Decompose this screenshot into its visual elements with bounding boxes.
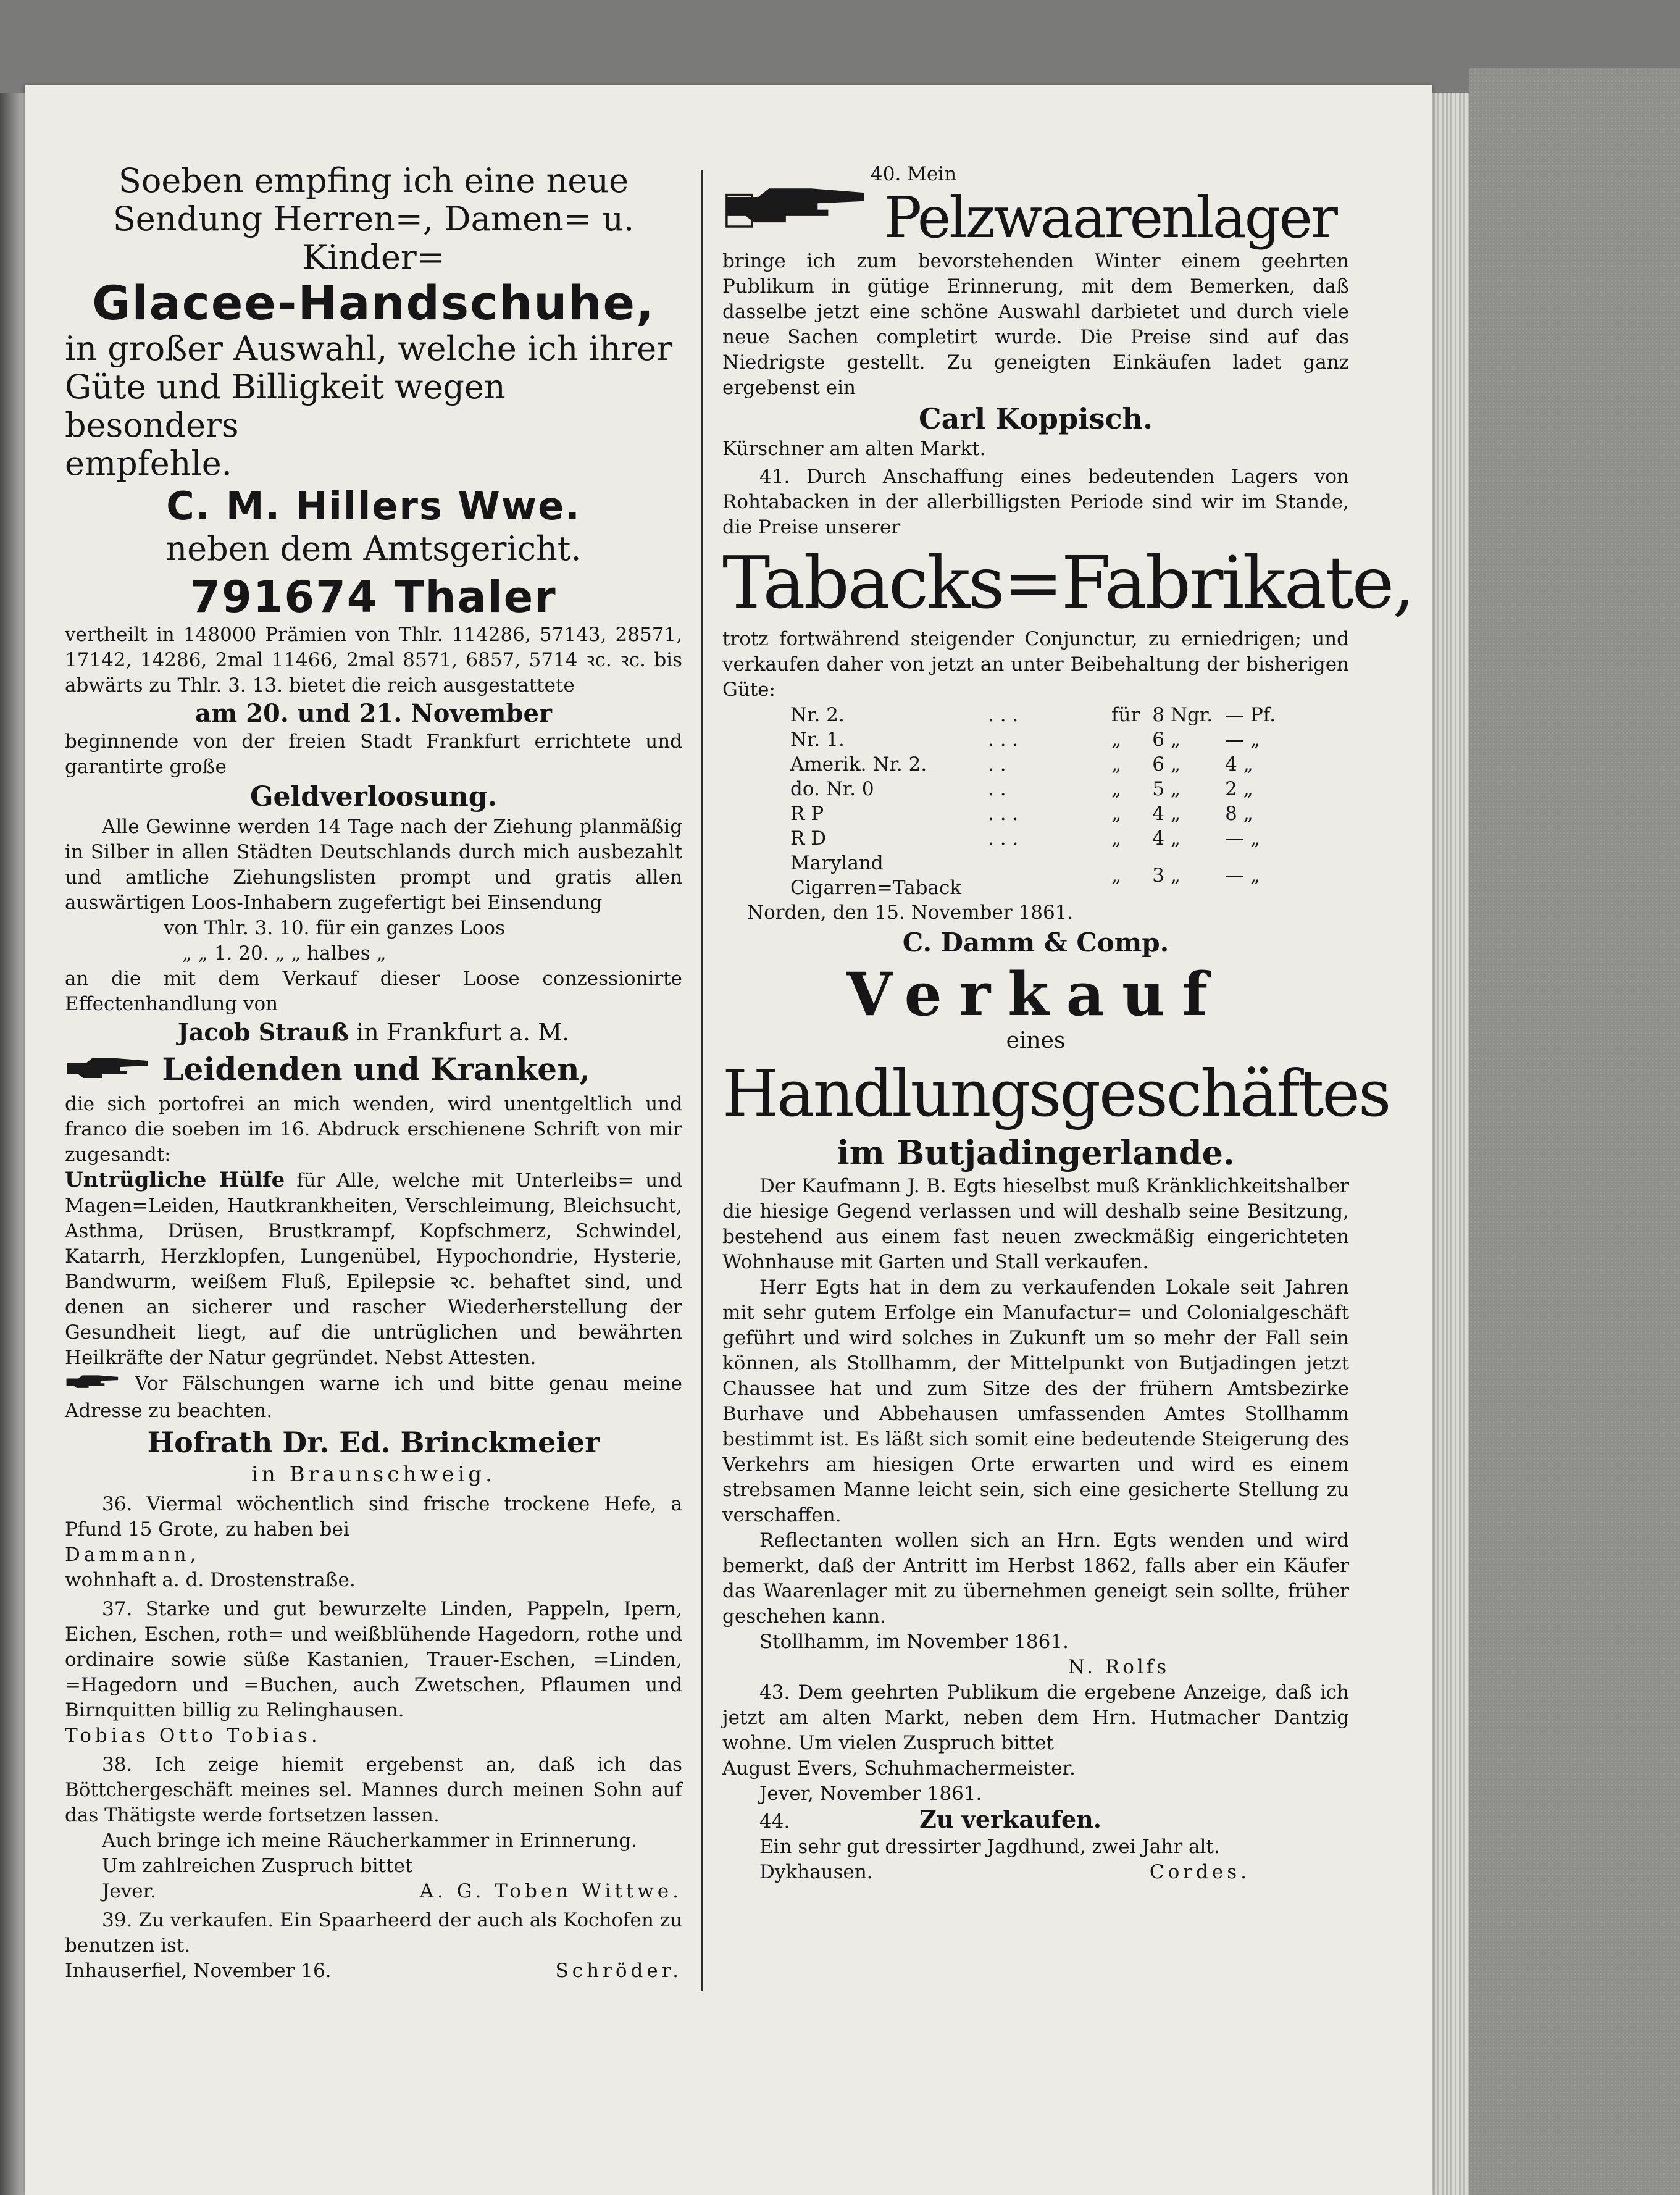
ad1-address: neben dem Amtsgericht. — [165, 529, 582, 568]
price-cell-dots: . . — [988, 753, 1006, 776]
ad41-date: Norden, den 15. November 1861. — [747, 901, 1074, 924]
ad2-sub: Geldverloosung. — [249, 781, 498, 813]
ad44-place: Dykhausen. — [759, 1861, 873, 1883]
ad38-place: Jever. — [102, 1880, 156, 1902]
price-cell-dots: . . . — [988, 729, 1019, 751]
ad42-p1: Der Kaufmann J. B. Egts hieselbst muß Kränklichkeitshalber die hiesige Gegend verlassen und will deshalb seine Besitzung, bestehend aus einem fast neuen zweckmäßig eingerichteten Wohnhause mit Garten und Stall verkaufen. — [722, 1175, 1349, 1273]
ad-36 — [65, 1492, 682, 1593]
ad43-place: Jever, November 1861. — [759, 1783, 982, 1805]
ad3-warn: Vor Fälschungen warne ich und bitte genau meine Adresse zu beachten. — [65, 1373, 682, 1422]
ad-glove — [65, 162, 682, 568]
ad2-dates: am 20. und 21. November — [194, 699, 552, 728]
price-cell-item: R P — [790, 803, 824, 825]
ad3-body2: für Alle, welche mit Unterleibs= und Magen=Leiden, Hautkrankheiten, Verschleimung, Bleichsucht, Asthma, Drüsen, Brustkrampf, Kopfschmerz, Schwindel, Katarrh, Herzklopfen, Lungenübel, Hypochondrie, Hysterie, Bandwurm, weißem Fluß, Epilepsie ꝛc. behaftet sind, und denen an sicherer und rascher Wiederherstellung der Gesundheit liegt, auf die untrüglichen und bewährten Heilkräfte der Natur gegründet. Nebst Attesten. — [65, 1169, 682, 1369]
ad38-text1: 38. Ich zeige hiemit ergebenst an, daß ich das Böttchergeschäft meines sel. Mannes durch meinen Sohn auf das Thätigste werde fortsetzen lassen. — [65, 1754, 682, 1826]
ad1-body2: Güte und Billigkeit wegen besonders — [65, 367, 506, 445]
ad-38 — [65, 1752, 682, 1904]
price-cell-pre: „ — [1111, 864, 1122, 887]
ad41-body: trotz fortwährend steigender Conjunctur, zu erniedrigen; und verkaufen daher von jetzt an unter Beibehaltung der bisherigen Güte: — [722, 628, 1349, 701]
ad-37 — [65, 1597, 682, 1749]
ad-lottery — [65, 572, 682, 1048]
price-row — [784, 752, 1282, 777]
ad42-place: Stollhamm, im November 1861. — [759, 1631, 1069, 1653]
ad1-line2: Sendung Herren=, Damen= u. Kinder= — [112, 199, 635, 277]
ad2-body2: beginnende von der freien Stadt Frankfurt errichtete und garantirte große — [65, 730, 682, 778]
ad36-addr: wohnhaft a. d. Drostenstraße. — [65, 1569, 356, 1591]
ad36-text: 36. Viermal wöchentlich sind frische trockene Hefe, a Pfund 15 Grote, zu haben bei — [65, 1493, 682, 1541]
price-cell-pre: für — [1111, 704, 1140, 726]
price-row — [784, 851, 1282, 900]
price-cell-pre: „ — [1111, 729, 1122, 751]
price-row — [784, 826, 1282, 851]
ad42-name: N. Rolfs — [1068, 1656, 1170, 1678]
ad-39 — [65, 1908, 682, 1984]
pointing-hand-large-icon — [722, 170, 871, 241]
ad43-name: August Evers, Schuhmachermeister. — [722, 1757, 1076, 1779]
page-edges — [1426, 93, 1469, 2195]
price-cell-dots — [982, 851, 1105, 900]
ad2-body4: an die mit dem Verkauf dieser Loose conzessionirte Effectenhandlung von — [65, 968, 682, 1015]
price-row — [784, 727, 1282, 752]
price-cell-pre: „ — [1111, 827, 1122, 850]
ad43-text: 43. Dem geehrten Publikum die ergebene Anzeige, daß ich jetzt am alten Markt, neben dem Hrn. Hutmacher Dantzig wohne. Um vielen Zuspruch bittet — [722, 1681, 1349, 1754]
ad40-name: Carl Koppisch. — [919, 402, 1153, 435]
ad40-trade: Kürschner am alten Markt. — [722, 438, 986, 460]
price-cell-item: Nr. 1. — [790, 729, 845, 751]
ad2-price2: „ „ 1. 20. „ „ halbes „ — [182, 942, 387, 964]
ad38-text2: Auch bringe ich meine Räucherkammer in Erinnerung. — [102, 1829, 637, 1852]
left-column — [65, 162, 682, 1984]
ad42-p2: Herr Egts hat in dem zu verkaufenden Lokale seit Jahren mit sehr gutem Erfolge ein Manufactur= und Colonialgeschäft geführt und wird solches in Zukunft um so mehr der Fall sein können, als Stollhamm, der Mittelpunkt von Butjadingen jetzt Chaussee hat und zum Sitze des der frühern Amtsbezirke Burhave und Abbehausen umfassenden Amtes Stollhamm bestimmt ist. Es läßt sich somit eine bedeutende Steigerung des Verkehrs am hiesigen Orte erwarten und wird es einem strebsamen Manne leicht sein, sich eine gesicherte Stellung zu verschaffen. — [722, 1276, 1349, 1526]
price-cell-item: Maryland Cigarren=Taback — [790, 852, 962, 899]
price-cell-a: 8 Ngr. — [1152, 704, 1213, 726]
ad3-body1: die sich portofrei an mich wenden, wird unentgeltlich und franco die soeben im 16. Abdruck erschienene Schrift von mir zugesandt: — [65, 1093, 682, 1166]
ad3-place: in Braunschweig. — [251, 1462, 496, 1487]
ad41-intro: 41. Durch Anschaffung eines bedeutenden Lagers von Rohtabacken in der allerbilligsten Periode sind wir im Stande, die Preise unserer — [722, 466, 1349, 538]
ad1-line1: Soeben empfing ich eine neue — [118, 161, 629, 200]
book-cover — [1469, 68, 1680, 2195]
price-cell-b: 4 „ — [1225, 753, 1253, 776]
ad2-price1: von Thlr. 3. 10. für ein ganzes Loos — [164, 917, 506, 939]
ad42-title3: Handlungsgeschäftes — [722, 1056, 1390, 1131]
ad2-body1: vertheilt in 148000 Prämien von Thlr. 114286, 57143, 28571, 17142, 14286, 2mal 11466, 2mal 8571, 6857, 5714 ꝛc. ꝛc. bis abwärts zu Thlr. 3. 13. bietet die reich ausgestattete — [65, 624, 682, 696]
price-cell-a: 4 „ — [1152, 803, 1181, 825]
price-cell-a: 5 „ — [1152, 778, 1181, 800]
price-cell-b: — „ — [1225, 864, 1261, 887]
price-row — [784, 801, 1282, 826]
price-cell-b: — „ — [1225, 729, 1261, 751]
ad44-name: Cordes. — [1149, 1861, 1250, 1883]
ad39-place: Inhauserfiel, November 16. — [65, 1960, 332, 1982]
right-column — [722, 162, 1414, 1885]
ad41-firm: C. Damm & Comp. — [902, 927, 1169, 958]
price-cell-pre: „ — [1111, 778, 1122, 800]
ad-43 — [722, 1680, 1349, 1807]
price-cell-item: Amerik. Nr. 2. — [790, 753, 927, 776]
ad42-p3: Reflectanten wollen sich an Hrn. Egts wenden und wird bemerkt, daß der Antritt im Herbst 1862, falls aber ein Käufer das Waarenlager mit zu übernehmen geneigt sein sollte, früher geschehen kann. — [722, 1529, 1349, 1628]
price-cell-a: 3 „ — [1152, 864, 1181, 887]
price-cell-dots: . . . — [988, 827, 1019, 850]
ad-44 — [722, 1807, 1349, 1885]
price-table — [784, 703, 1282, 900]
price-cell-pre: „ — [1111, 753, 1122, 776]
ad40-headline: Pelzwaarenlager — [884, 185, 1336, 251]
price-cell-pre: „ — [1111, 803, 1122, 825]
ad-42 — [722, 960, 1390, 1680]
ad1-firm: C. M. Hillers Wwe. — [166, 483, 581, 529]
pointing-hand-small-icon — [65, 1371, 120, 1399]
ad1-body1: in großer Auswahl, welche ich ihrer — [65, 329, 673, 368]
ad39-text: 39. Zu verkaufen. Ein Spaarheerd der auch als Kochofen zu benutzen ist. — [65, 1909, 682, 1957]
pointing-hand-icon — [65, 1052, 151, 1092]
ad3-headline: Leidenden und Kranken, — [162, 1051, 590, 1087]
ad44-headline: Zu verkaufen. — [919, 1805, 1102, 1833]
ad2-body3: Alle Gewinne werden 14 Tage nach der Ziehung planmäßig in Silber in allen Städten Deutschlands durch mich ausbezahlt und amtliche Ziehungslisten prompt und gratis allen auswärtigen Loos-Inhabern zugefertigt bei Einsendung — [65, 816, 682, 914]
column-rule — [701, 170, 703, 1991]
price-cell-b: — Pf. — [1225, 704, 1276, 726]
price-cell-b: — „ — [1225, 827, 1261, 850]
ad41-headline: Tabacks=Fabrikate, — [722, 541, 1414, 625]
ad42-title2: eines — [1006, 1028, 1066, 1053]
ad44-text: Ein sehr gut dressirter Jagdhund, zwei Jahr alt. — [759, 1836, 1220, 1858]
price-cell-item: Nr. 2. — [790, 704, 845, 726]
price-cell-a: 6 „ — [1152, 729, 1181, 751]
ad1-headline: Glacee-Handschuhe, — [92, 275, 655, 330]
price-row — [784, 777, 1282, 801]
ad-40 — [722, 162, 1349, 462]
price-cell-dots: . . . — [988, 803, 1019, 825]
ad42-title4: im Butjadingerlande. — [837, 1133, 1235, 1173]
price-row — [784, 703, 1282, 727]
ad36-name: Dammann, — [65, 1544, 200, 1566]
ad37-name: Tobias Otto Tobias. — [65, 1725, 321, 1747]
ad38-name: A. G. Toben Wittwe. — [419, 1880, 682, 1902]
ad-41 — [722, 464, 1414, 960]
price-cell-a: 4 „ — [1152, 827, 1181, 850]
ad42-title1: Verkauf — [846, 960, 1226, 1029]
price-cell-dots: . . . — [988, 704, 1019, 726]
ad44-num: 44. — [759, 1810, 790, 1833]
ad3-lead: Untrügliche Hülfe — [65, 1168, 285, 1192]
price-cell-item: R D — [790, 827, 827, 850]
price-cell-a: 6 „ — [1152, 753, 1181, 776]
ad2-place: in Frankfurt a. M. — [356, 1019, 570, 1046]
ad2-headline: 791674 Thaler — [190, 572, 557, 622]
ad2-firm: Jacob Strauß — [177, 1018, 349, 1046]
price-cell-b: 2 „ — [1225, 778, 1253, 800]
ad-remedy — [65, 1050, 682, 1488]
ad39-name: Schröder. — [555, 1960, 682, 1982]
ad38-text3: Um zahlreichen Zuspruch bittet — [102, 1855, 413, 1877]
ad40-body: bringe ich zum bevorstehenden Winter einem geehrten Publikum in gütige Erinnerung, mit dem Bemerken, daß dasselbe jetzt eine schöne Auswahl darbietet und durch viele neue Sachen completirt wurde. Die Preise sind auf das Niedrigste gestellt. Zu geneigten Einkäufen ladet ganz ergebenst ein — [722, 250, 1349, 399]
price-cell-item: do. Nr. 0 — [790, 778, 874, 800]
ad3-sign: Hofrath Dr. Ed. Brinckmeier — [147, 1426, 600, 1459]
ad1-body3: empfehle. — [65, 444, 232, 483]
ad40-num: 40. Mein — [871, 163, 957, 185]
price-cell-dots: . . — [988, 778, 1006, 800]
price-cell-b: 8 „ — [1225, 803, 1253, 825]
ad37-text: 37. Starke und gut bewurzelte Linden, Pappeln, Ipern, Eichen, Eschen, roth= und weißblühende Hagedorn, rothe und ordinaire sowie süße Kastanien, Trauer-Eschen, =Linden, =Hagedorn und =Buchen, auch Zwetschen, Pflaumen und Birnquitten billig zu Relinghausen. — [65, 1598, 682, 1721]
